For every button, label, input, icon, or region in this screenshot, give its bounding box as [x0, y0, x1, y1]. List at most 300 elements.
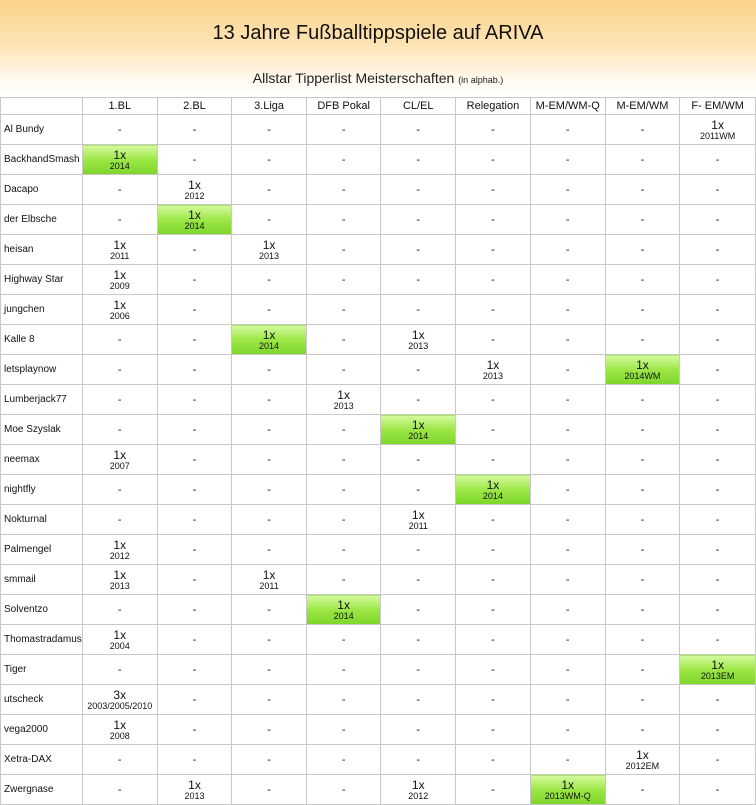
title-count: 1x [411, 777, 425, 792]
empty-cell [306, 265, 381, 295]
empty-mark: - [117, 183, 122, 196]
table-row [1, 595, 756, 625]
empty-cell [456, 205, 531, 235]
empty-mark: - [640, 213, 645, 226]
empty-mark: - [565, 633, 570, 646]
empty-mark: - [640, 153, 645, 166]
empty-mark: - [341, 543, 346, 556]
table-row [1, 265, 756, 295]
empty-mark: - [640, 573, 645, 586]
player-name: utscheck [1, 685, 83, 715]
player-name: Highway Star [1, 265, 83, 295]
empty-mark: - [117, 393, 122, 406]
title-cell [456, 475, 531, 505]
empty-cell [530, 595, 605, 625]
empty-cell [381, 175, 456, 205]
empty-cell [381, 685, 456, 715]
empty-cell [530, 265, 605, 295]
empty-cell [381, 235, 456, 265]
empty-mark: - [715, 573, 720, 586]
empty-cell [306, 235, 381, 265]
empty-mark: - [117, 753, 122, 766]
title-cell [82, 565, 157, 595]
title-count: 1x [262, 237, 276, 252]
empty-cell [381, 655, 456, 685]
title-year: 2006 [109, 310, 130, 321]
table-row [1, 685, 756, 715]
empty-cell [530, 535, 605, 565]
empty-mark: - [117, 783, 122, 796]
empty-cell [157, 745, 232, 775]
empty-cell [306, 715, 381, 745]
column-header: 1.BL [82, 98, 157, 115]
empty-cell [82, 115, 157, 145]
empty-mark: - [416, 153, 421, 166]
empty-mark: - [341, 153, 346, 166]
empty-mark: - [267, 153, 271, 166]
table-row [1, 565, 756, 595]
empty-cell [456, 625, 531, 655]
table-row [1, 775, 756, 805]
title-count: 1x [188, 207, 201, 222]
empty-mark: - [715, 783, 720, 796]
table-row [1, 295, 756, 325]
player-name: Solventzo [1, 595, 83, 625]
player-name: jungchen [1, 295, 83, 325]
empty-cell [306, 775, 381, 805]
empty-cell [381, 385, 456, 415]
empty-mark: - [491, 123, 495, 136]
empty-mark: - [267, 633, 271, 646]
empty-cell [306, 355, 381, 385]
empty-mark: - [715, 483, 720, 496]
empty-mark: - [491, 633, 495, 646]
empty-cell [232, 625, 307, 655]
empty-cell [456, 505, 531, 535]
empty-cell [381, 625, 456, 655]
empty-cell [232, 775, 307, 805]
empty-mark: - [192, 153, 197, 166]
empty-mark: - [341, 363, 346, 376]
empty-cell [605, 655, 680, 685]
title-cell [232, 325, 307, 355]
empty-mark: - [640, 693, 645, 706]
empty-mark: - [341, 453, 346, 466]
title-year: 2014 [482, 490, 503, 501]
empty-cell [456, 175, 531, 205]
empty-cell [605, 115, 680, 145]
empty-cell [530, 715, 605, 745]
empty-cell [232, 535, 307, 565]
title-count: 1x [113, 147, 127, 162]
empty-mark: - [565, 573, 570, 586]
title-cell [456, 355, 531, 385]
title-cell [82, 685, 157, 715]
empty-cell [232, 655, 307, 685]
empty-mark: - [267, 723, 271, 736]
player-name: Xetra-DAX [1, 745, 83, 775]
empty-mark: - [192, 603, 197, 616]
title-count: 1x [711, 117, 724, 132]
empty-mark: - [565, 723, 570, 736]
player-name: BackhandSmash [1, 145, 83, 175]
empty-mark: - [192, 693, 197, 706]
empty-mark: - [640, 543, 645, 556]
empty-mark: - [416, 483, 421, 496]
empty-mark: - [491, 453, 495, 466]
empty-cell [306, 295, 381, 325]
title-year: 2011 [259, 580, 279, 591]
empty-cell [232, 385, 307, 415]
empty-cell [82, 175, 157, 205]
title-year: 2013 [259, 250, 280, 261]
empty-cell [82, 505, 157, 535]
empty-cell [680, 745, 756, 775]
player-name: nightfly [1, 475, 83, 505]
empty-mark: - [565, 273, 570, 286]
empty-mark: - [715, 603, 720, 616]
title-year: 2012EM [625, 760, 660, 771]
empty-mark: - [117, 663, 122, 676]
title-count: 3x [113, 687, 127, 702]
empty-mark: - [640, 603, 645, 616]
title-cell [680, 115, 756, 145]
empty-mark: - [117, 333, 122, 346]
empty-mark: - [267, 693, 271, 706]
table-row [1, 385, 756, 415]
title-cell [157, 775, 232, 805]
empty-mark: - [341, 273, 346, 286]
title-count: 1x [711, 657, 724, 672]
empty-mark: - [341, 333, 346, 346]
empty-mark: - [192, 633, 197, 646]
title-cell [232, 235, 307, 265]
empty-mark: - [491, 753, 495, 766]
empty-cell [680, 505, 756, 535]
empty-cell [157, 355, 232, 385]
empty-mark: - [715, 333, 720, 346]
empty-cell [605, 715, 680, 745]
empty-mark: - [192, 753, 197, 766]
empty-cell [82, 205, 157, 235]
table-row [1, 715, 756, 745]
empty-mark: - [416, 393, 421, 406]
title-year: 2013EM [700, 670, 735, 681]
empty-cell [157, 385, 232, 415]
empty-cell [232, 745, 307, 775]
empty-mark: - [117, 363, 122, 376]
empty-cell [82, 415, 157, 445]
empty-mark: - [117, 513, 122, 526]
empty-cell [456, 295, 531, 325]
column-header: DFB Pokal [306, 98, 381, 115]
empty-mark: - [117, 603, 122, 616]
empty-cell [456, 565, 531, 595]
empty-cell [157, 475, 232, 505]
empty-cell [157, 535, 232, 565]
empty-mark: - [715, 723, 720, 736]
empty-cell [306, 205, 381, 235]
empty-mark: - [192, 273, 197, 286]
empty-mark: - [491, 183, 495, 196]
empty-mark: - [715, 423, 720, 436]
empty-cell [82, 775, 157, 805]
player-name: vega2000 [1, 715, 83, 745]
column-header: Relegation [456, 98, 531, 115]
empty-cell [306, 565, 381, 595]
title-cell [605, 355, 680, 385]
empty-mark: - [491, 273, 495, 286]
empty-cell [605, 535, 680, 565]
empty-cell [157, 325, 232, 355]
empty-cell [157, 595, 232, 625]
title-year: 2004 [109, 640, 130, 651]
page-title: 13 Jahre Fußballtippspiele auf ARIVA [212, 22, 544, 44]
empty-mark: - [267, 453, 271, 466]
empty-mark: - [565, 393, 570, 406]
empty-cell [82, 325, 157, 355]
empty-mark: - [565, 123, 570, 136]
empty-cell [680, 235, 756, 265]
empty-mark: - [192, 363, 197, 376]
empty-mark: - [640, 183, 645, 196]
empty-mark: - [416, 213, 421, 226]
empty-mark: - [416, 183, 421, 196]
empty-cell [605, 565, 680, 595]
empty-cell [157, 295, 232, 325]
title-year: 2014 [109, 160, 130, 171]
empty-cell [530, 325, 605, 355]
empty-cell [381, 565, 456, 595]
empty-cell [680, 175, 756, 205]
empty-mark: - [416, 753, 421, 766]
title-cell [605, 745, 680, 775]
empty-mark: - [416, 663, 421, 676]
table-row [1, 745, 756, 775]
empty-cell [306, 445, 381, 475]
empty-mark: - [267, 303, 271, 316]
column-header: 3.Liga [232, 98, 307, 115]
empty-mark: - [565, 603, 570, 616]
player-name: Lumberjack77 [1, 385, 83, 415]
empty-mark: - [192, 453, 197, 466]
empty-cell [157, 565, 232, 595]
empty-mark: - [416, 273, 421, 286]
empty-mark: - [267, 123, 271, 136]
empty-cell [82, 655, 157, 685]
empty-mark: - [640, 663, 645, 676]
table-row [1, 415, 756, 445]
empty-cell [456, 745, 531, 775]
empty-mark: - [341, 513, 346, 526]
title-count: 1x [262, 567, 276, 582]
empty-mark: - [715, 543, 720, 556]
empty-mark: - [192, 243, 197, 256]
empty-cell [381, 715, 456, 745]
title-count: 1x [411, 507, 425, 522]
empty-mark: - [565, 663, 570, 676]
empty-cell [456, 685, 531, 715]
empty-mark: - [715, 693, 720, 706]
empty-mark: - [117, 123, 122, 136]
column-header: F- EM/WM [680, 98, 756, 115]
empty-cell [680, 145, 756, 175]
empty-mark: - [341, 183, 346, 196]
empty-mark: - [341, 693, 346, 706]
empty-cell [381, 205, 456, 235]
table-body [1, 115, 756, 805]
title-year: 2012 [184, 190, 205, 201]
empty-mark: - [565, 453, 570, 466]
title-year: 2014 [333, 610, 354, 621]
empty-cell [82, 385, 157, 415]
title-cell [530, 775, 605, 805]
title-cell [82, 295, 157, 325]
title-count: 1x [561, 777, 575, 792]
title-year: 2009 [109, 280, 130, 291]
title-year: 2013 [408, 340, 429, 351]
empty-mark: - [565, 303, 570, 316]
title-cell [157, 175, 232, 205]
title-year: 2014 [184, 220, 205, 231]
title-count: 1x [113, 237, 127, 252]
empty-mark: - [192, 123, 197, 136]
empty-cell [157, 685, 232, 715]
empty-cell [232, 115, 307, 145]
empty-mark: - [491, 573, 495, 586]
title-count: 1x [113, 627, 127, 642]
title-count: 1x [636, 747, 649, 762]
empty-mark: - [491, 543, 495, 556]
empty-mark: - [715, 453, 720, 466]
empty-cell [82, 475, 157, 505]
empty-cell [530, 745, 605, 775]
empty-cell [605, 505, 680, 535]
empty-cell [530, 235, 605, 265]
table-row [1, 235, 756, 265]
empty-mark: - [341, 123, 346, 136]
empty-cell [680, 445, 756, 475]
empty-cell [680, 715, 756, 745]
title-count: 1x [113, 297, 127, 312]
player-name: der Elbsche [1, 205, 83, 235]
title-count: 1x [337, 597, 350, 612]
title-count: 1x [337, 387, 350, 402]
empty-mark: - [491, 303, 495, 316]
empty-mark: - [491, 783, 495, 796]
player-name: Tiger [1, 655, 83, 685]
empty-mark: - [192, 483, 197, 496]
empty-cell [306, 325, 381, 355]
empty-cell [232, 355, 307, 385]
title-cell [157, 205, 232, 235]
empty-cell [232, 685, 307, 715]
empty-mark: - [267, 603, 271, 616]
empty-mark: - [117, 423, 122, 436]
empty-mark: - [565, 693, 570, 706]
empty-cell [456, 265, 531, 295]
empty-mark: - [491, 333, 495, 346]
empty-mark: - [416, 723, 421, 736]
empty-mark: - [416, 123, 421, 136]
title-cell [82, 265, 157, 295]
empty-mark: - [640, 393, 645, 406]
empty-cell [381, 355, 456, 385]
empty-mark: - [565, 183, 570, 196]
subtitle-text: Allstar Tipperlist Meisterschaften [252, 70, 455, 86]
empty-cell [680, 385, 756, 415]
player-name: Thomastradamus [1, 625, 83, 655]
empty-cell [530, 625, 605, 655]
empty-cell [605, 175, 680, 205]
title-year: 2014 [259, 340, 280, 351]
title-year: 2014WM [624, 370, 661, 381]
empty-mark: - [192, 543, 197, 556]
title-year: 2011 [408, 520, 428, 531]
table-row [1, 145, 756, 175]
empty-cell [680, 415, 756, 445]
title-cell [381, 415, 456, 445]
empty-cell [157, 505, 232, 535]
empty-mark: - [416, 603, 421, 616]
empty-cell [381, 445, 456, 475]
empty-mark: - [491, 693, 495, 706]
table-row [1, 505, 756, 535]
empty-mark: - [565, 153, 570, 166]
empty-mark: - [715, 393, 720, 406]
empty-cell [530, 655, 605, 685]
empty-mark: - [341, 723, 346, 736]
empty-cell [605, 685, 680, 715]
empty-cell [306, 655, 381, 685]
empty-mark: - [640, 333, 645, 346]
empty-cell [456, 715, 531, 745]
empty-cell [157, 415, 232, 445]
empty-mark: - [192, 303, 197, 316]
table-row [1, 625, 756, 655]
empty-cell [530, 565, 605, 595]
empty-cell [232, 415, 307, 445]
empty-cell [157, 655, 232, 685]
empty-cell [381, 745, 456, 775]
empty-cell [605, 145, 680, 175]
empty-mark: - [715, 303, 720, 316]
player-name: Palmengel [1, 535, 83, 565]
table-row [1, 535, 756, 565]
empty-mark: - [640, 453, 645, 466]
title-year: 2003/2005/2010 [87, 700, 153, 711]
empty-cell [456, 445, 531, 475]
empty-mark: - [565, 363, 570, 376]
title-cell [306, 595, 381, 625]
empty-mark: - [267, 213, 271, 226]
empty-mark: - [267, 363, 271, 376]
empty-cell [232, 715, 307, 745]
empty-cell [456, 415, 531, 445]
player-name: smmail [1, 565, 83, 595]
player-name: Kalle 8 [1, 325, 83, 355]
title-cell [82, 535, 157, 565]
empty-mark: - [565, 753, 570, 766]
table-row [1, 325, 756, 355]
empty-cell [530, 505, 605, 535]
title-year: 2011WM [699, 130, 736, 141]
empty-mark: - [341, 663, 346, 676]
empty-cell [530, 175, 605, 205]
empty-cell [306, 115, 381, 145]
empty-mark: - [640, 423, 645, 436]
empty-cell [456, 775, 531, 805]
